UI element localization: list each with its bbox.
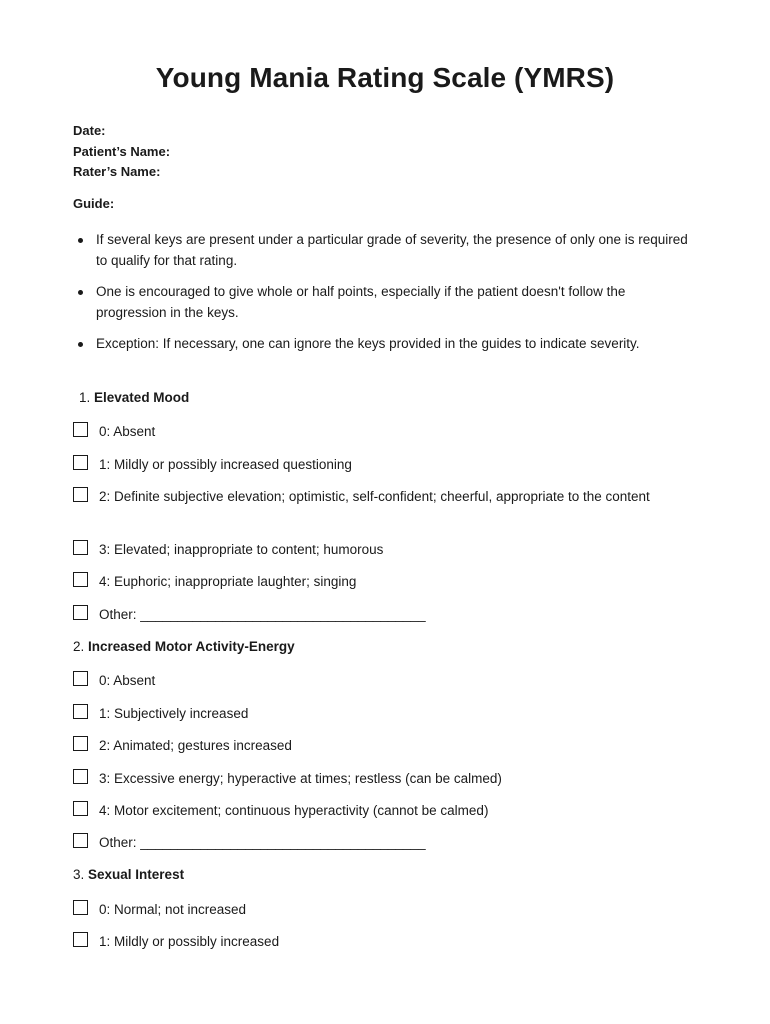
option-label: 2: Definite subjective elevation; optimistic, self-confident; cheerful, appropriate to the content bbox=[99, 489, 650, 504]
option-label: 3: Excessive energy; hyperactive at times; restless (can be calmed) bbox=[99, 771, 502, 786]
page-title: Young Mania Rating Scale (YMRS) bbox=[155, 62, 615, 93]
option-label: 4: Euphoric; inappropriate laughter; singing bbox=[99, 574, 357, 589]
option-label: 4: Motor excitement; continuous hyperactivity (cannot be calmed) bbox=[99, 803, 489, 818]
option-checkbox[interactable] bbox=[73, 801, 88, 816]
option-checkbox[interactable] bbox=[73, 704, 88, 719]
option-row-other bbox=[73, 604, 693, 625]
option-label: 1: Mildly or possibly increased questioning bbox=[99, 457, 352, 472]
section-title: Elevated Mood bbox=[94, 390, 190, 405]
option-checkbox[interactable] bbox=[73, 932, 88, 947]
option-row bbox=[73, 571, 693, 592]
guide-label: Guide: bbox=[73, 196, 115, 211]
option-checkbox[interactable] bbox=[73, 572, 88, 587]
guide-bullet-text: If several keys are present under a particular grade of severity, the presence of only one is required to qualify for that rating. bbox=[96, 232, 688, 268]
section-heading-sexual-interest bbox=[73, 867, 184, 882]
section-number: 1. bbox=[79, 390, 91, 405]
option-label: 3: Elevated; inappropriate to content; humorous bbox=[99, 542, 384, 557]
option-checkbox[interactable] bbox=[73, 455, 88, 470]
option-row bbox=[73, 768, 693, 789]
bullet-icon bbox=[78, 290, 83, 295]
option-label: 1: Mildly or possibly increased bbox=[99, 934, 280, 949]
patient-name-field-label: Patient’s Name: bbox=[73, 144, 171, 159]
option-label: 0: Absent bbox=[99, 424, 156, 439]
option-label: 2: Animated; gestures increased bbox=[99, 738, 292, 753]
guide-bullet bbox=[78, 334, 698, 355]
guide-bullet bbox=[78, 230, 698, 271]
section-number: 2. bbox=[73, 639, 85, 654]
option-checkbox[interactable] bbox=[73, 671, 88, 686]
option-row-other bbox=[73, 832, 693, 853]
option-label-other: Other: ______________________________________ bbox=[99, 835, 426, 850]
option-row bbox=[73, 931, 693, 952]
option-checkbox[interactable] bbox=[73, 736, 88, 751]
section-heading-elevated-mood bbox=[79, 390, 189, 405]
guide-bullet-text: Exception: If necessary, one can ignore the keys provided in the guides to indicate severity. bbox=[96, 336, 640, 351]
section-heading-motor-activity bbox=[73, 639, 295, 654]
option-label: 0: Absent bbox=[99, 673, 156, 688]
option-checkbox[interactable] bbox=[73, 487, 88, 502]
option-row bbox=[73, 539, 693, 560]
option-row bbox=[73, 899, 693, 920]
option-checkbox[interactable] bbox=[73, 833, 88, 848]
option-checkbox[interactable] bbox=[73, 900, 88, 915]
option-checkbox[interactable] bbox=[73, 605, 88, 620]
option-checkbox[interactable] bbox=[73, 422, 88, 437]
date-field-label: Date: bbox=[73, 123, 106, 138]
section-title: Sexual Interest bbox=[88, 867, 185, 882]
guide-bullet-text: One is encouraged to give whole or half points, especially if the patient doesn't follow the progression in the keys. bbox=[96, 284, 626, 320]
bullet-icon bbox=[78, 342, 83, 347]
section-title: Increased Motor Activity-Energy bbox=[88, 639, 295, 654]
option-checkbox[interactable] bbox=[73, 769, 88, 784]
option-row bbox=[73, 670, 693, 691]
option-row bbox=[73, 454, 693, 475]
option-label-other: Other: ______________________________________ bbox=[99, 607, 426, 622]
option-row bbox=[73, 421, 693, 442]
rater-name-field-label: Rater’s Name: bbox=[73, 164, 161, 179]
bullet-icon bbox=[78, 238, 83, 243]
option-row bbox=[73, 800, 693, 821]
option-label: 0: Normal; not increased bbox=[99, 902, 247, 917]
guide-bullet bbox=[78, 282, 698, 323]
option-label: 1: Subjectively increased bbox=[99, 706, 249, 721]
option-checkbox[interactable] bbox=[73, 540, 88, 555]
option-row bbox=[73, 735, 693, 756]
section-number: 3. bbox=[73, 867, 85, 882]
option-row bbox=[73, 703, 693, 724]
option-row bbox=[73, 486, 693, 507]
